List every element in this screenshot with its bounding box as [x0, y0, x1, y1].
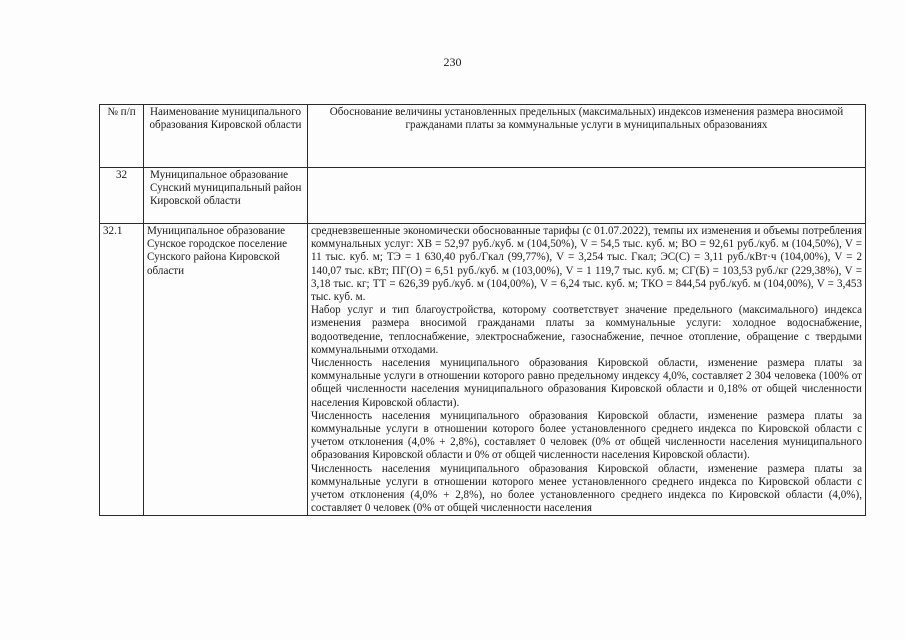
- justification-paragraph-tariffs: средневзвешенные экономически обоснованные тарифы (с 01.07.2022), темпы их изменения и объемы потребления коммунальных услуг: ХВ = 52,97 руб./куб. м (104,50%), V = 54,5 тыс. куб. м; ВО = 92,61 руб./куб. м (104,50%), V = 11 тыс. куб. м; ТЭ = 1 630,40 руб./Гкал (99,77%), V = 3,254 тыс. Гкал; ЭС(С) = 3,11 руб./кВт·ч (104,00%), V = 2 140,07 тыс. кВт; ПГ(О) = 6,51 руб./куб. м (103,00%), V = 1 119,7 тыс. куб. м; СГ(Б) = 103,53 руб./кг (229,38%), V = 3,18 тыс. кг; ТТ = 626,39 руб./куб. м (104,00%), V = 6,24 тыс. куб. м; ТКО = 844,54 руб./куб. м (104,00%), V = 3,453 тыс. куб. м.: [311, 225, 862, 304]
- row-number: 32: [100, 168, 144, 224]
- row-justification: [308, 224, 866, 516]
- row-justification: [308, 168, 866, 224]
- justification-paragraph-population-equal: Численность населения муниципального образования Кировской области, изменение размера платы за коммунальные услуги в отношении которого равно предельному индексу 4,0%, составляет 2 304 человека (100% от общей численности населения муниципального образования Кировской области и 0,18% от общей численности населения Кировской области).: [311, 357, 862, 409]
- header-municipality: Наименование муниципального образования Кировской области: [144, 105, 308, 168]
- row-municipality-name: Муниципальное образование Сунский муниципальный район Кировской области: [144, 168, 308, 224]
- table-row: [100, 224, 866, 516]
- tariff-index-table: [99, 104, 866, 516]
- justification-paragraph-population-above: Численность населения муниципального образования Кировской области, изменение размера платы за коммунальные услуги в отношении которого более установленного среднего индекса по Кировской области с учетом отклонения (4,0% + 2,8%), составляет 0 человек (0% от общей численности населения муниципального образования Кировской области и 0% от общей численности населения Кировской области).: [311, 409, 862, 462]
- row-number: 32.1: [100, 224, 144, 516]
- table-row: [100, 168, 866, 224]
- header-justification: Обоснование величины установленных предельных (максимальных) индексов изменения размера вносимой гражданами платы за коммунальные услуги в муниципальных образованиях: [308, 105, 866, 168]
- table-header-row: [100, 105, 866, 168]
- justification-paragraph-population-between: Численность населения муниципального образования Кировской области, изменение размера платы за коммунальные услуги в отношении которого менее установленного среднего индекса по Кировской области с учетом отклонения (4,0% + 2,8%), но более установленного среднего индекса по Кировской области (4,0%), составляет 0 человек (0% от общей численности населения: [311, 462, 862, 515]
- page-number: 230: [443, 55, 462, 69]
- row-municipality-name: Муниципальное образование Сунское городское поселение Сунского района Кировской области: [144, 224, 308, 516]
- header-number: № п/п: [100, 105, 144, 168]
- justification-paragraph-services: Набор услуг и тип благоустройства, которому соответствует значение предельного (максимального) индекса изменения размера вносимой гражданами платы за коммунальные услуги: холодное водоснабжение, водоотведение, теплоснабжение, электроснабжение, газоснабжение, печное отопление, обращение с твердыми коммунальными отходами.: [311, 304, 862, 356]
